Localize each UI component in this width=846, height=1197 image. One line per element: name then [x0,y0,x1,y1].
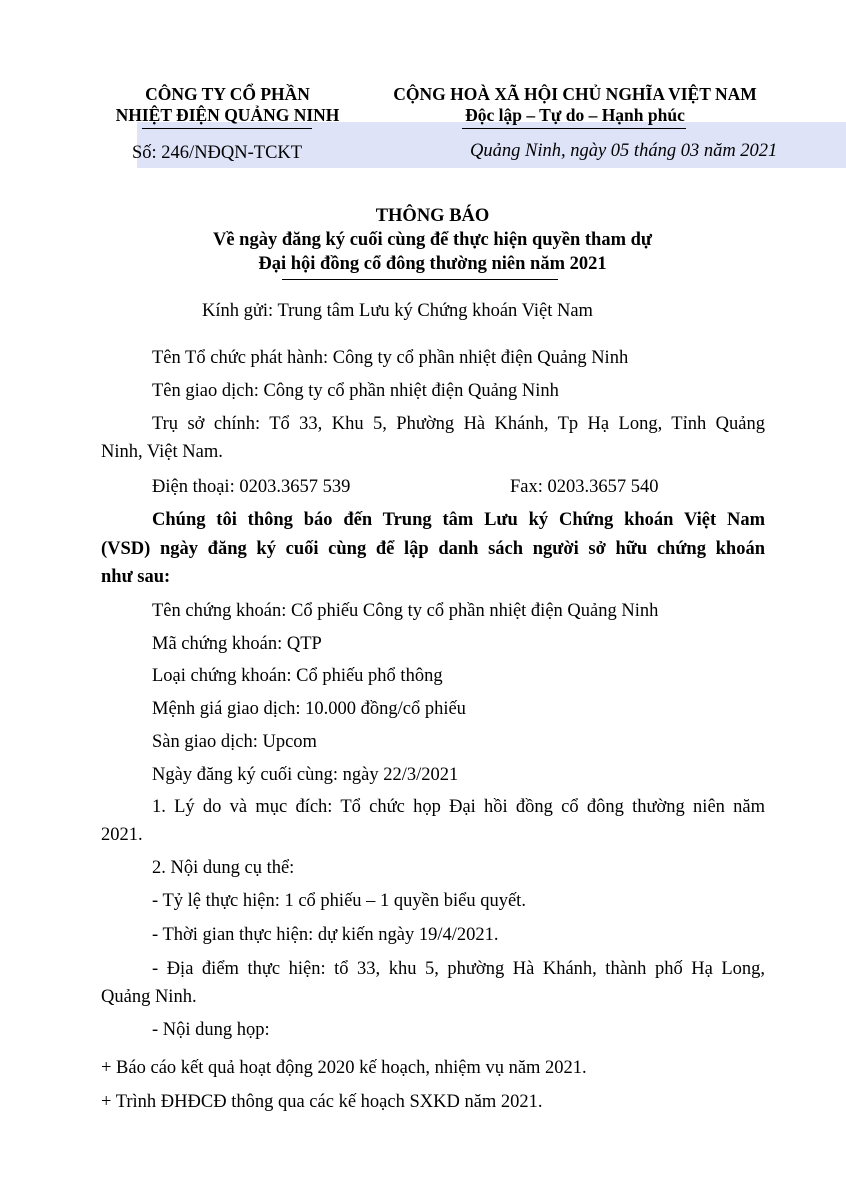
place-and-date: Quảng Ninh, ngày 05 tháng 03 năm 2021 [470,141,778,161]
notice-line3: như sau: [101,567,171,587]
company-underline [142,128,312,129]
country-motto: Độc lập – Tự do – Hạnh phúc [465,105,685,125]
voting-ratio: - Tỷ lệ thực hiện: 1 cổ phiếu – 1 quyền biểu quyết. [152,891,526,911]
security-par-value: Mệnh giá giao dịch: 10.000 đồng/cổ phiếu [152,699,466,719]
issuer-address-line1: Trụ sở chính: Tổ 33, Khu 5, Phường Hà Khánh, Tp Hạ Long, Tỉnh Quảng [152,414,765,434]
agenda-heading: - Nội dung họp: [152,1020,270,1040]
venue-line1: - Địa điểm thực hiện: tổ 33, khu 5, phường Hà Khánh, thành phố Hạ Long, [152,959,765,979]
security-name: Tên chứng khoán: Cổ phiếu Công ty cổ phần nhiệt điện Quảng Ninh [152,601,659,621]
venue-line2: Quảng Ninh. [101,987,197,1007]
title-underline [282,279,558,280]
meeting-time: - Thời gian thực hiện: dự kiến ngày 19/4/2021. [152,925,499,945]
issuer-trade-name: Tên giao dịch: Công ty cổ phần nhiệt điện Quảng Ninh [152,381,559,401]
document-title: THÔNG BÁO [375,206,490,226]
notice-line2: (VSD) ngày đăng ký cuối cùng để lập danh sách người sở hữu chứng khoán [101,539,765,559]
issuer-phone: Điện thoại: 0203.3657 539 [152,477,351,497]
issuer-name: Tên Tổ chức phát hành: Công ty cổ phần nhiệt điện Quảng Ninh [152,348,629,368]
company-name-line2: NHIỆT ĐIỆN QUẢNG NINH [115,105,340,125]
reason-line1: 1. Lý do và mục đích: Tổ chức họp Đại hồi đồng cổ đông thường niên năm [152,797,765,817]
reason-line2: 2021. [101,825,143,845]
document-subtitle-line2: Đại hội đồng cổ đông thường niên năm 2021 [258,254,607,274]
security-code: Mã chứng khoán: QTP [152,634,322,654]
document-number: Số: 246/NĐQN-TCKT [132,143,303,163]
issuer-address-line2: Ninh, Việt Nam. [101,442,223,462]
security-record-date: Ngày đăng ký cuối cùng: ngày 22/3/2021 [152,765,459,785]
country-name: CỘNG HOÀ XÃ HỘI CHỦ NGHĨA VIỆT NAM [393,84,757,104]
agenda-item-2: + Trình ĐHĐCĐ thông qua các kế hoạch SXKD năm 2021. [101,1092,543,1112]
recipient-line: Kính gửi: Trung tâm Lưu ký Chứng khoán Việt Nam [202,301,593,321]
security-type: Loại chứng khoán: Cổ phiếu phổ thông [152,666,443,686]
document-subtitle-line1: Về ngày đăng ký cuối cùng để thực hiện quyền tham dự [212,230,653,250]
content-heading: 2. Nội dung cụ thể: [152,858,295,878]
agenda-item-1: + Báo cáo kết quả hoạt động 2020 kế hoạch, nhiệm vụ năm 2021. [101,1058,587,1078]
security-exchange: Sàn giao dịch: Upcom [152,732,317,752]
motto-underline [462,128,686,129]
company-name-line1: CÔNG TY CỔ PHẦN [145,84,310,104]
issuer-fax: Fax: 0203.3657 540 [510,477,659,497]
notice-line1: Chúng tôi thông báo đến Trung tâm Lưu ký Chứng khoán Việt Nam [152,510,765,530]
